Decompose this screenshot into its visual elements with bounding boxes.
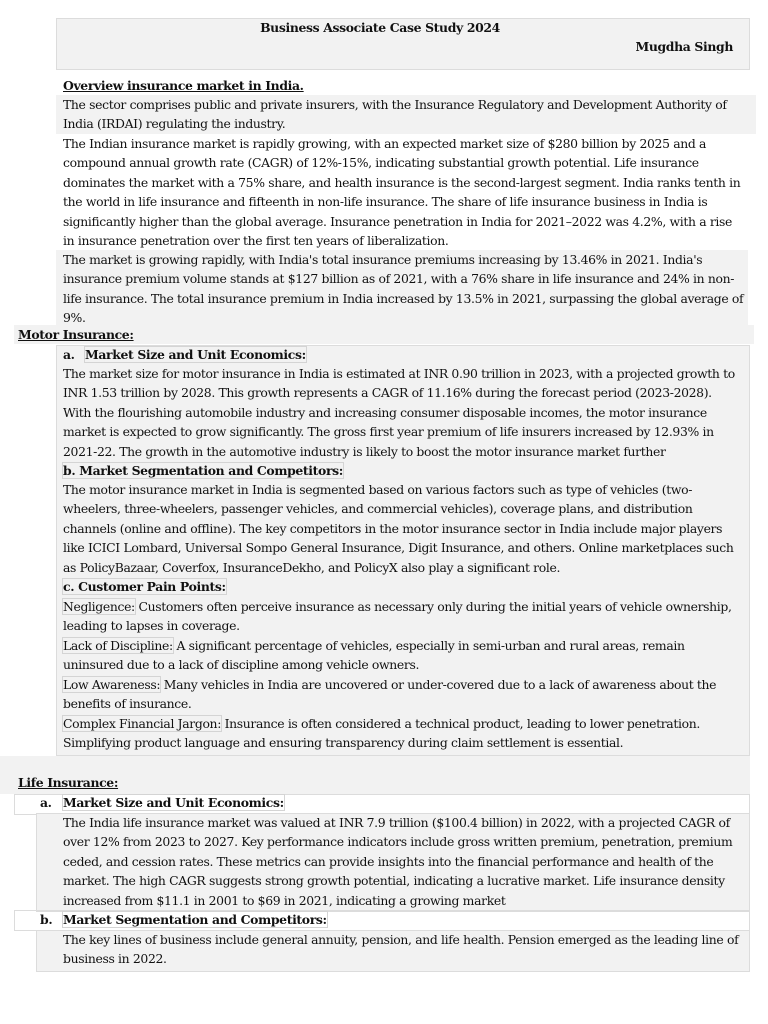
page-title: Business Associate Case Study 2024 [260, 20, 500, 35]
overview-paragraph-1: The sector comprises public and private insurers, with the Insurance Regulatory and Development Authority of India (IRDAI) regulating the industry. [56, 95, 756, 134]
pain-label: Negligence: [63, 599, 135, 614]
pain-text: Customers often perceive insurance as necessary only during the initial years of vehicle ownership, leading to lapses in coverage. [63, 599, 732, 634]
pain-point-discipline [63, 636, 743, 675]
life-a-title: Market Size and Unit Economics: [63, 795, 284, 810]
life-b-title: Market Segmentation and Competitors: [63, 912, 327, 927]
motor-heading: Motor Insurance: [14, 325, 754, 344]
pain-text: Insurance is often considered a technical product, leading to lower penetration. Simplifying product language and ensuring transparency during claim settlement is essential. [63, 716, 700, 751]
life-heading: Life Insurance: [18, 775, 119, 790]
life-b-text: The key lines of business include general annuity, pension, and life health. Pension emerged as the leading line of business in 2022. [63, 932, 739, 967]
life-a-label: a. [40, 795, 52, 810]
pain-text: Many vehicles in India are uncovered or under-covered due to a lack of awareness about the benefits of insurance. [63, 677, 717, 712]
motor-c-title: c. Customer Pain Points: [63, 579, 226, 594]
pain-point-jargon [63, 714, 703, 753]
motor-b-text: The motor insurance market in India is segmented based on various factors such as type of vehicles (two-wheelers, three-wheelers, passenger vehicles, and commercial vehicles), coverage plans, and distribution channels (online and offline). The key competitors in the motor insurance sector in India include major players like ICICI Lombard, Universal Sompo General Insurance, Digit Insurance, and others. Online marketplaces such as PolicyBazaar, Coverfox, InsuranceDekho, and PolicyX also play a significant role. [63, 482, 734, 575]
motor-c-title-line [63, 577, 723, 596]
pain-label: Lack of Discipline: [63, 638, 173, 653]
motor-b-title: b. Market Segmentation and Competitors: [63, 463, 343, 478]
pain-text: A significant percentage of vehicles, especially in semi-urban and rural areas, remain uninsured due to a lack of discipline among vehicle owners. [63, 638, 685, 673]
motor-b-title-line [63, 461, 723, 480]
pain-point-negligence [63, 597, 733, 636]
motor-a-text: The market size for motor insurance in India is estimated at INR 0.90 trillion in 2023, with a projected growth to INR 1.53 trillion by 2028. This growth represents a CAGR of 11.16% during the forecast period (2023-2028). With the flourishing automobile industry and increasing consumer disposable incomes, the motor insurance market is expected to grow significantly. The gross first year premium of life insurers increased by 12.93% in 2021-22. The growth in the automotive industry is likely to boost the motor insurance market further [63, 366, 735, 459]
pain-point-awareness [63, 675, 723, 714]
life-a-text: The India life insurance market was valued at INR 7.9 trillion ($100.4 billion) in 2022, with a projected CAGR of over 12% from 2023 to 2027. Key performance indicators include gross written premium, penetration, premium ceded, and cession rates. These metrics can provide insights into the financial performance and health of the market. The high CAGR suggests strong growth potential, indicating a lucrative market. Life insurance density increased from $11.1 in 2001 to $69 in 2021, indicating a growing market [63, 815, 733, 908]
life-b-label: b. [40, 912, 53, 927]
pain-label: Complex Financial Jargon: [63, 716, 222, 731]
life-b-title-line [63, 910, 723, 929]
overview-paragraph-3: The market is growing rapidly, with India's total insurance premiums increasing by 13.46% in 2021. India's insurance premium volume stands at $127 billion as of 2021, with a 76% share in life insurance and 24% in non-life insurance. The total insurance premium in India increased by 13.5% in 2021, surpassing the global average of 9%. [56, 250, 748, 326]
life-a-title-line [63, 793, 723, 812]
author-name: Mugdha Singh [635, 39, 733, 54]
overview-heading: Overview insurance market in India. [63, 78, 304, 93]
motor-a-title: Market Size and Unit Economics: [85, 347, 306, 362]
motor-a-label: a. [63, 347, 75, 362]
pain-label: Low Awareness: [63, 677, 161, 692]
motor-a-title-line [63, 345, 723, 364]
overview-paragraph-2: The Indian insurance market is rapidly growing, with an expected market size of $280 billion by 2025 and a compound annual growth rate (CAGR) of 12%-15%, indicating substantial growth potential. Life insurance dominates the market with a 75% share, and health insurance is the second-largest segment. India ranks tenth in the world in life insurance and fifteenth in non-life insurance. The share of life insurance business in India is significantly higher than the global average. Insurance penetration in India for 2021–2022 was 4.2%, with a rise in insurance penetration over the first ten years of liberalization. [63, 136, 741, 249]
